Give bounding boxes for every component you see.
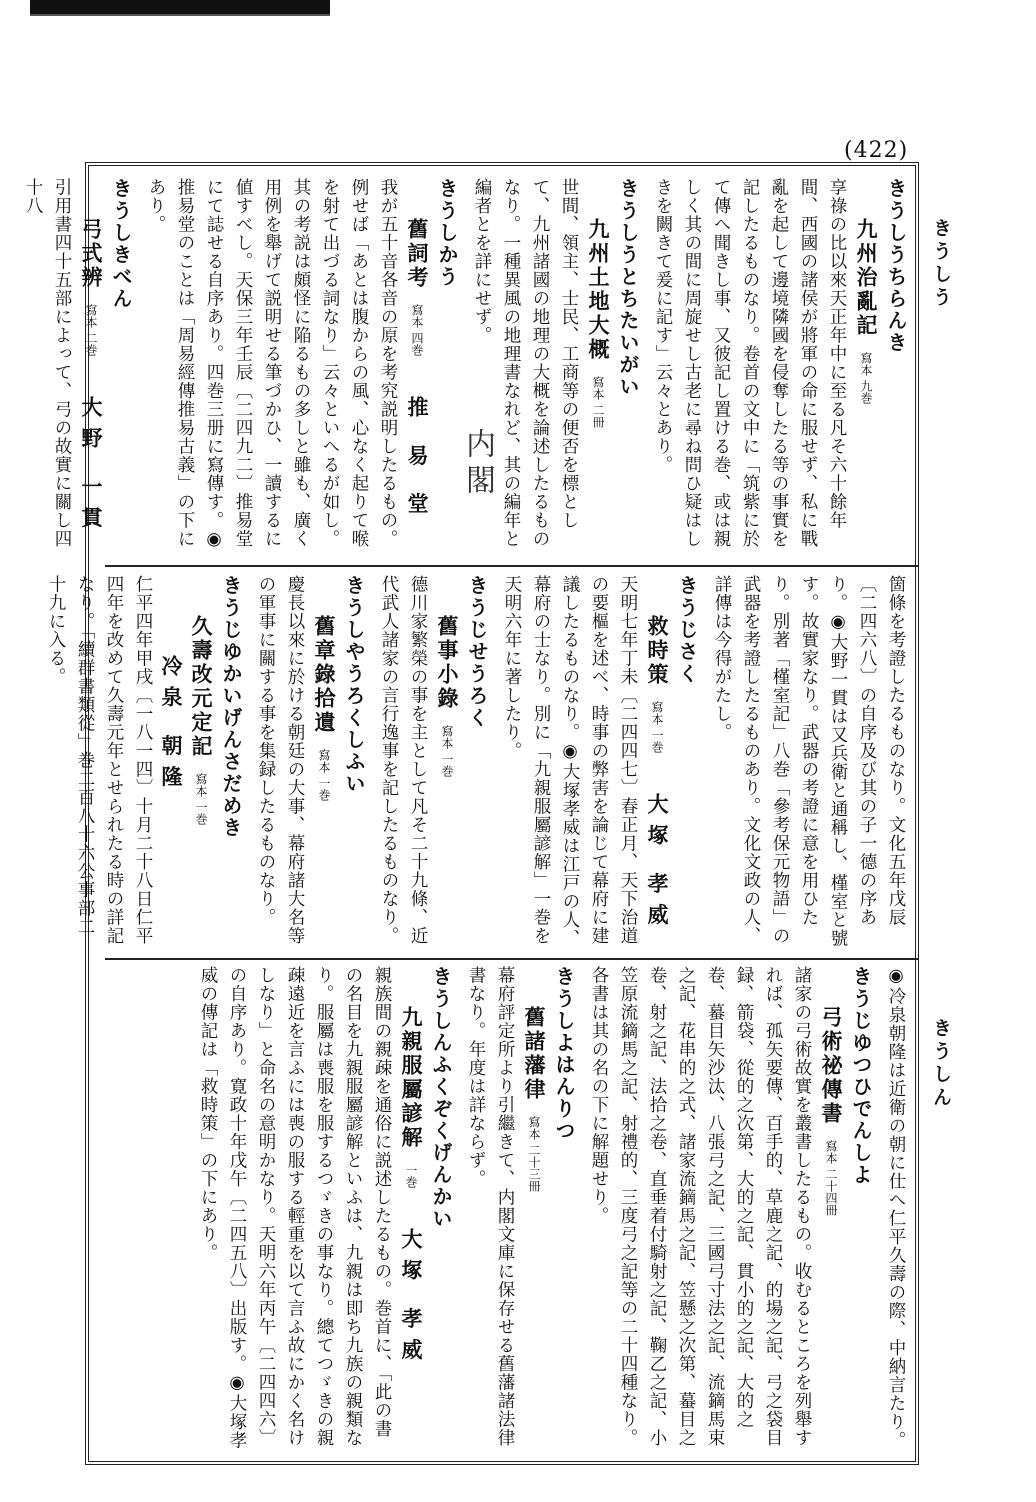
entry-title-line <box>157 615 216 950</box>
entry-format: 寫本 一巻 <box>194 773 208 825</box>
lower-band <box>110 966 910 1456</box>
entry-format: 寫本 二巻 <box>84 304 98 356</box>
entry-title: 弓術祕傳書 <box>819 1006 844 1126</box>
entry-headword: きうしきべん <box>109 178 133 310</box>
library-stamp: 内閣 <box>460 428 495 500</box>
entry-body: ◉冷泉朝隆は近衛の朝に仕へ仁平久壽の際、中納言たり。 <box>886 966 906 1450</box>
entry-body: 引用書四十五部によって、弓の故實に關し四十八 <box>23 178 72 548</box>
entry-title: 九州治亂記 <box>854 218 879 338</box>
entry-format: 寫本 一巻 <box>440 725 454 777</box>
entry-title: 九州土地大概 <box>586 218 611 362</box>
dictionary-entry <box>251 575 368 950</box>
entry-title: 救時策 <box>645 615 670 687</box>
entry-format: 寫本 一巻 <box>650 701 664 753</box>
entry-headword: きうしやうろくしふい <box>342 575 366 795</box>
entry-format: 一巻 <box>404 1164 418 1188</box>
entry-headword: きうしかう <box>435 178 459 288</box>
entry-body: 仁平四年甲戌〔一八一四〕十月二十八日仁平四年を改めて久壽元年とせられたる時の詳記なり。「續群書類從」巻二百八十六公事部二十九に入る。 <box>46 575 153 945</box>
scan-top-bar <box>30 0 330 14</box>
entry-title-line <box>76 218 106 556</box>
entry-title: 舊章錄拾遺 <box>312 615 337 735</box>
entry-title-line <box>642 615 672 950</box>
upper-band <box>23 178 910 556</box>
entry-title: 舊事小錄 <box>435 615 460 711</box>
entry-title: 九親服屬諺解 <box>399 1006 424 1150</box>
entry-title-line <box>583 218 613 556</box>
dictionary-entry <box>374 575 491 950</box>
dictionary-entry <box>497 575 701 950</box>
entry-title-line <box>519 1006 549 1456</box>
entry-headword: きうじゆつひでんしよ <box>849 966 873 1186</box>
entry-body: 慶長以來に於ける朝廷の大事、幕府諸大名等の軍事に關する事を集録したるものなり。 <box>256 575 305 945</box>
dictionary-entry <box>41 575 245 950</box>
entry-format: 寫本 九巻 <box>859 352 873 404</box>
divider-upper <box>105 565 919 567</box>
entry-title-line <box>402 218 432 556</box>
dictionary-entry <box>707 575 910 950</box>
scan-top-line <box>30 14 330 16</box>
entry-title-line <box>816 1006 846 1456</box>
entry-headword: きうじせうろく <box>465 575 489 729</box>
entry-title-line <box>309 615 339 950</box>
dictionary-entry <box>18 178 135 556</box>
dictionary-entry <box>193 966 455 1456</box>
entry-format: 寫本 四巻 <box>410 304 424 356</box>
entry-title: 舊諸藩律 <box>522 1006 547 1102</box>
entry-body: 天明七年丁未〔二四四七〕春正月、天下治道の要樞を述べ、時事の弊害を論じて幕府に建議したるものなり。◉大塚孝威は江戸の人、幕府の士なり。別に「九親服屬諺解」一巻を天明六年に著したり。 <box>502 575 638 948</box>
entry-body: 親族間の親疎を通俗に説述したるもの。巻首に、「此の書の名目を九親服屬諺解といふは、九親は即ち九族の親類なり。服屬は喪服を服するつゞきの事なり。總てつゞきの親疎遠近を言ふには喪の服する輕重を以て言ふ故にかく名けしなり」と命名の意明かなり。天明六年丙午〔二四四六〕の自序あり。寛政十年戊午〔二四五八〕出版す。◉大塚孝威の傳記は「救時策」の下にあり。 <box>198 966 392 1450</box>
entry-author: 冷泉 朝隆 <box>159 655 184 797</box>
entry-headword: きうじゆかいげんさだめき <box>219 575 243 839</box>
entry-author: 大塚 孝威 <box>399 1228 424 1370</box>
entry-body: 諸家の弓術故實を叢書したるもの。收むるところを列舉すれば、孤矢要傳、百手的、草鹿之記、的場之記、弓之袋目録、箭袋、從的之次第、大的之記、貫小的之記、大的之卷、蟇目矢沙汰、八張弓之記、三國弓寸法之記、流鏑馬束之記、花串的之式、諸家流鏑馬之記、笠懸之次第、蟇目之卷、射之記、法拾之卷、直垂着付騎射之記、鞠乙之記、小笠原流鏑馬之記、射禮的、三度弓之記等の二十四種なり。各書は其の名の下に解題せり。 <box>589 966 812 1447</box>
entry-format: 寫本 一巻 <box>317 749 331 801</box>
entry-body: 我が五十音各音の原を考究説明したるもの。例せば「あとは腹からの風、心なく起りて喉を射て出づる詞なり」云々といへるが如し。其の考説は頗怪に陥るもの多しと雖も、廣く用例を舉げて説明せる筆づかひ、一讀するに値すべし。天保三年壬辰〔二四九二〕推易堂にて誌せる自序あり。四巻三册に寫傳す。◉推易堂のことは「周易經傳推易古義」の下にあり。 <box>146 178 398 551</box>
entry-title: 弓式辨 <box>79 218 104 290</box>
dictionary-entry <box>467 178 642 556</box>
dictionary-entry <box>881 966 910 1456</box>
running-head-left: きうしん <box>930 1018 952 1110</box>
entry-format: 寫本 二十四冊 <box>824 1140 838 1216</box>
entry-body: 箇條を考證したるものなり。文化五年戊辰〔二四六八〕の自序及び其の子一德の序あり。◉大野一貫は又兵衛と通稱し、槿室と號す。故實家なり。武器の考證に意を用ひたり。別著「槿室記」八巻「參考保元物語」の武器を考證したるものあり。文化文政の人、詳傳は今得がたし。 <box>712 575 906 948</box>
entry-author: 大塚 孝威 <box>645 792 670 935</box>
entry-headword: きうしうちらんき <box>884 178 908 354</box>
entry-body: 享祿の比以來天正年中に至る凡そ六十餘年間、西國の諸侯が將軍の命に服せず、私に戰亂を起して邊境隣國を侵奪したる等の事實を記したるものなり。卷首の文中に「筑紫に於て傳へ聞きし事、又彼記し置ける巻、或は親しく其の間に周旋せし古老に尋ね問ひ疑はしきを闕きて爰に記す」云々とあり。 <box>653 178 847 548</box>
entry-headword: きうじさく <box>675 575 699 685</box>
dictionary-entry <box>141 178 461 556</box>
entry-body: 世間、領主、士民、工商等の便否を標として、九州諸國の地理の大概を論述したるものなり。一種異風の地理書なれど、其の編年と編者とを詳にせず。 <box>472 178 579 548</box>
entry-title-line <box>851 218 881 556</box>
entry-title-line <box>432 615 462 950</box>
running-head-right: きうしう <box>930 218 952 310</box>
entry-format: 寫本 二冊 <box>591 376 605 428</box>
dictionary-entry <box>461 966 578 1456</box>
entry-format: 寫本 二十三冊 <box>527 1116 541 1192</box>
entry-title: 久壽改元定記 <box>189 615 214 759</box>
entry-headword: きうしうとちたいがい <box>616 178 640 398</box>
entry-headword: きうしよはんりつ <box>552 966 576 1142</box>
divider-lower <box>105 958 919 960</box>
entry-body: 幕府評定所より引繼きて、内閣文庫に保存せる舊藩諸法律書なり。年度は詳ならず。 <box>466 966 515 1447</box>
middle-band <box>46 575 910 950</box>
dictionary-entry <box>648 178 910 556</box>
entry-author: 大野 一貫 <box>79 395 104 538</box>
entry-author: 推 易 堂 <box>405 395 430 524</box>
entry-title-line <box>396 1006 426 1456</box>
entry-headword: きうしんふくぞくげんかい <box>429 966 453 1230</box>
page-number: (422) <box>844 138 909 163</box>
entry-body: 德川家繁榮の事を主として凡そ二十九條、近代武人諸家の言行逸事を記したるものなり。 <box>379 575 428 945</box>
entry-title: 舊詞考 <box>405 218 430 290</box>
dictionary-entry <box>584 966 875 1456</box>
